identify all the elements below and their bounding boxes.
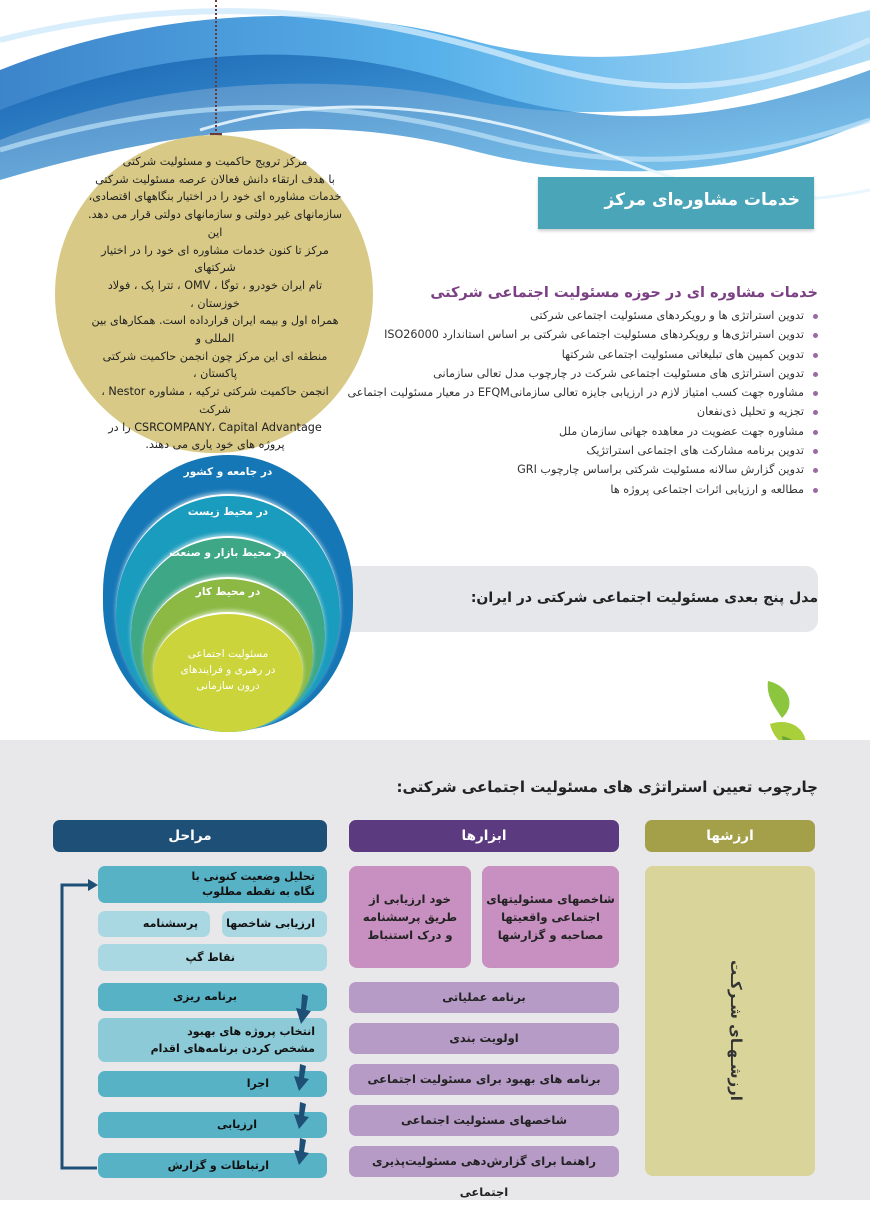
list-item: تدوین برنامه مشارکت های اجتماعی استراتژیک (288, 441, 818, 460)
step-evaluation: ارزیابی (98, 1112, 327, 1138)
intro-line: CSRCOMPANY، Capital Advantage را در (108, 420, 322, 434)
list-item: تدوین استراتژی‌ها و رویکردهای مسئولیت اجتماعی شرکتی بر اساس استاندارد ISO26000 (288, 325, 818, 344)
intro-line: با هدف ارتقاء دانش فعالان عرصه مسئولیت شرکتی (95, 172, 335, 186)
ring-label: در محیط زیست (187, 506, 269, 518)
step-gap-points: نقاط گپ (98, 944, 327, 971)
step-line: تحلیل وضعیت کنونی با (191, 870, 315, 883)
tool-box-line: خود ارزیابی از (369, 892, 451, 906)
ring-label: در جامعه و کشور (183, 466, 273, 478)
step-execution: اجرا (98, 1071, 327, 1097)
model-title: مدل پنج بعدی مسئولیت اجتماعی شرکتی در ایران: (470, 590, 818, 606)
tool-bar-prioritization: اولویت بندی (349, 1023, 619, 1054)
tool-box-line: مصاحبه و گزارشها (497, 928, 604, 942)
tool-box-self-assessment (349, 866, 471, 968)
tool-box-line: اجتماعی واقعیتها (501, 910, 600, 924)
step-questionnaire: پرسشنامه (98, 911, 210, 937)
services-list (288, 306, 818, 499)
stages-header: مراحل (53, 820, 327, 852)
intro-line: تام ایران خودرو ، توگا ، OMV ، تترا پک ، فولاد خوزستان ، (107, 278, 323, 310)
services-banner-title: خدمات مشاوره‌ای مرکز (604, 190, 800, 210)
tools-header: ابزارها (349, 820, 619, 852)
tool-bar-improvement-programs: برنامه های بهبود برای مسئولیت اجتماعی (349, 1064, 619, 1095)
dotted-connector-line (215, 0, 217, 135)
list-item: مطالعه و ارزیابی اثرات اجتماعی پروژه ها (288, 480, 818, 499)
list-item: تدوین کمپین های تبلیغاتی مسئولیت اجتماعی شرکتها (288, 345, 818, 364)
list-item: تجزیه و تحلیل ذی‌نفعان (288, 402, 818, 421)
services-heading: خدمات مشاوره ای در حوزه مسئولیت اجتماعی شرکتی (430, 285, 818, 301)
tool-bar-reporting-guide: راهنما برای گزارش‌دهی مسئولیت‌پذیری اجتماعی (349, 1146, 619, 1177)
tool-box-line: طریق پرسشنامه (362, 910, 458, 924)
intro-line: پروژه های خود یاری می دهند. (145, 438, 285, 452)
list-item: تدوین گزارش سالانه مسئولیت شرکتی براساس چارچوب GRI (288, 460, 818, 479)
intro-line: خدمات مشاوره ای خود را در اختیار بنگاههای اقتصادی، (88, 190, 342, 204)
step-communication-reporting: ارتباطات و گزارش (98, 1153, 327, 1178)
values-body: ارزشـهـای شـرکـت (727, 959, 745, 1101)
tool-bar-operational-plan: برنامه عملیاتی (349, 982, 619, 1013)
list-item: مشاوره جهت عضویت در معاهده جهانی سازمان ملل (288, 422, 818, 441)
ring-label-line: در رهبری و فرایندهای (180, 664, 276, 676)
list-item: تدوین استراتژی های مسئولیت اجتماعی شرکت در چارچوب مدل تعالی سازمانی (288, 364, 818, 383)
ring-label-leadership (163, 646, 293, 694)
step-line: مشخص کردن برنامه‌های اقدام (150, 1042, 315, 1055)
services-banner (538, 177, 814, 229)
ring-label-line: درون سازمانی (196, 680, 260, 692)
values-header: ارزشها (645, 820, 815, 852)
intro-line: سازمانهای غیر دولتی و سازمانهای دولتی قرار می دهد. این (88, 208, 342, 239)
step-line: انتخاب پروژه های بهبود (187, 1025, 315, 1038)
intro-line: مرکز تا کنون خدمات مشاوره ای خود را در اختیار شرکتهای (101, 243, 329, 275)
ring-label-line: مسئولیت اجتماعی (187, 648, 269, 660)
step-line: نگاه به نقطه مطلوب (202, 885, 315, 898)
step-self-assessment: ارزیابی شاخصها (222, 911, 327, 937)
tool-box-line: شاخصهای مسئولیتهای (486, 892, 615, 906)
intro-line: منطقه ای این مرکز چون انجمن حاکمیت شرکتی پاکستان ، (102, 349, 328, 381)
step-planning: برنامه ریزی (98, 983, 327, 1011)
ring-label: در محیط بازار و صنعت (169, 547, 287, 559)
intro-line: مرکز ترویج حاکمیت و مسئولیت شرکتی (122, 155, 308, 168)
tool-box-indicators (482, 866, 619, 968)
framework-title: چارچوب تعیین استراتژی های مسئولیت اجتماعی شرکتی: (396, 778, 818, 796)
intro-line: همراه اول و بیمه ایران قرارداده است. همکارهای بین المللی و (91, 314, 339, 346)
list-item: تدوین استراتژی ها و رویکردهای مسئولیت اجتماعی شرکتی (288, 306, 818, 325)
ring-label: در محیط کار (195, 586, 261, 598)
intro-line: انجمن حاکمیت شرکتی ترکیه ، مشاوره Nestor ، شرکت (101, 385, 329, 416)
tool-box-line: و درک استنباط (367, 928, 453, 942)
flow-arrows (280, 990, 320, 1170)
tool-bar-indicators: شاخصهای مسئولیت اجتماعی (349, 1105, 619, 1136)
list-item: مشاوره جهت کسب امتیاز لازم در ارزیابی جایزه تعالی سازمانیEFQM در معیار مسئولیت اجتماعی (288, 383, 818, 402)
step-current-state-analysis (98, 866, 327, 903)
